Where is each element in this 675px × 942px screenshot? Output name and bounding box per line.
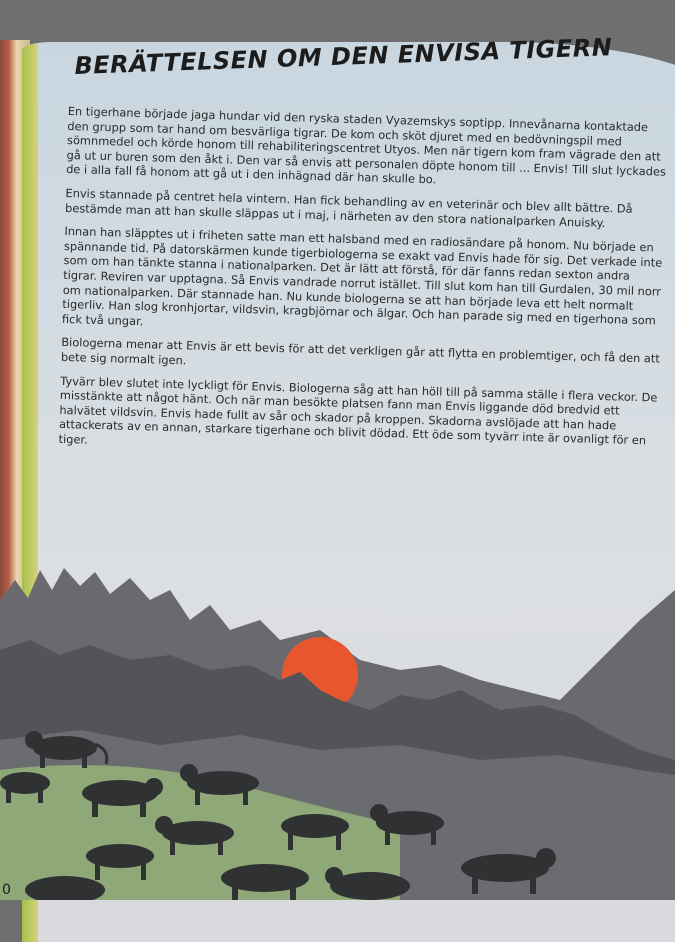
paragraph-1: En tigerhane började jaga hundar vid den ryska staden Vyazemskys soptipp. Innevånarna kontaktade den grupp som tar hand om besvärliga tigrar. De kom och sköt djuret med en bedövningspil med sömnmedel och körde honom till rehabiliteringscentret Utyos. Men när tigern kom fram vägrade den att gå ut ur buren som den åkt i. Den var så envis att personalen döpte honom till ... Envis! Till slut lyckades de i alla fall få honom att gå ut i den inhägnad där han skulle bo. <box>65 104 667 187</box>
paragraph-5: Tyvärr blev slutet inte lyckligt för Envis. Biologerna såg att han höll till på samma ställe i flera veckor. De misstänkte att något hänt. Och när man besökte platsen fann man Envis liggande död bredvid ett halvätet vildsvin. Envis hade fullt av sår och skador på kroppen. Skadorna avslöjade att han hade attackerats av en annan, starkare tigerhane och blivit dödad. Ett öde som tyvärr inte är ovanligt för en tiger. <box>58 373 658 448</box>
landscape-illustration <box>0 560 675 900</box>
paragraph-3: Innan han släpptes ut i friheten satte man ett halsband med en radiosändare på honom. Nu började en spännande tid. På datorskärmen kunde tigerbiologerna se exakt vad Envis hade för sig. Det verkade inte som om han tänkte stanna i nationalparken. Det är lätt att förstå, för där fanns redan sexton andra tigrar. Reviren var upptagna. Så Envis vandrade norrut istället. Till slut kom han till Gurdalen, 30 mil norr om nationalparken. Där stannade han. Nu kunde biologerna se att han började leva ett helt normalt tigerliv. Han slog kronhjortar, vildsvin, kragbjörnar och älgar. Och han parade sig med en tigerhona som fick två ungar. <box>61 224 663 328</box>
page-number: 0 <box>2 882 11 898</box>
page-title: BERÄTTELSEN OM DEN ENVISA TIGERN <box>74 33 613 80</box>
paragraph-2: Envis stannade på centret hela vintern. Han fick behandling av en veterinär och blev allt bättre. Då bestämde man att han skulle släppas ut i maj, i närheten av den stora nationalparken Anuisky. <box>64 185 633 230</box>
paragraph-4: Biologerna menar att Envis är ett bevis för att det verkligen går att flytta en problemtiger, och få den att bete sig normalt igen. <box>60 335 661 368</box>
story-text <box>58 104 668 472</box>
